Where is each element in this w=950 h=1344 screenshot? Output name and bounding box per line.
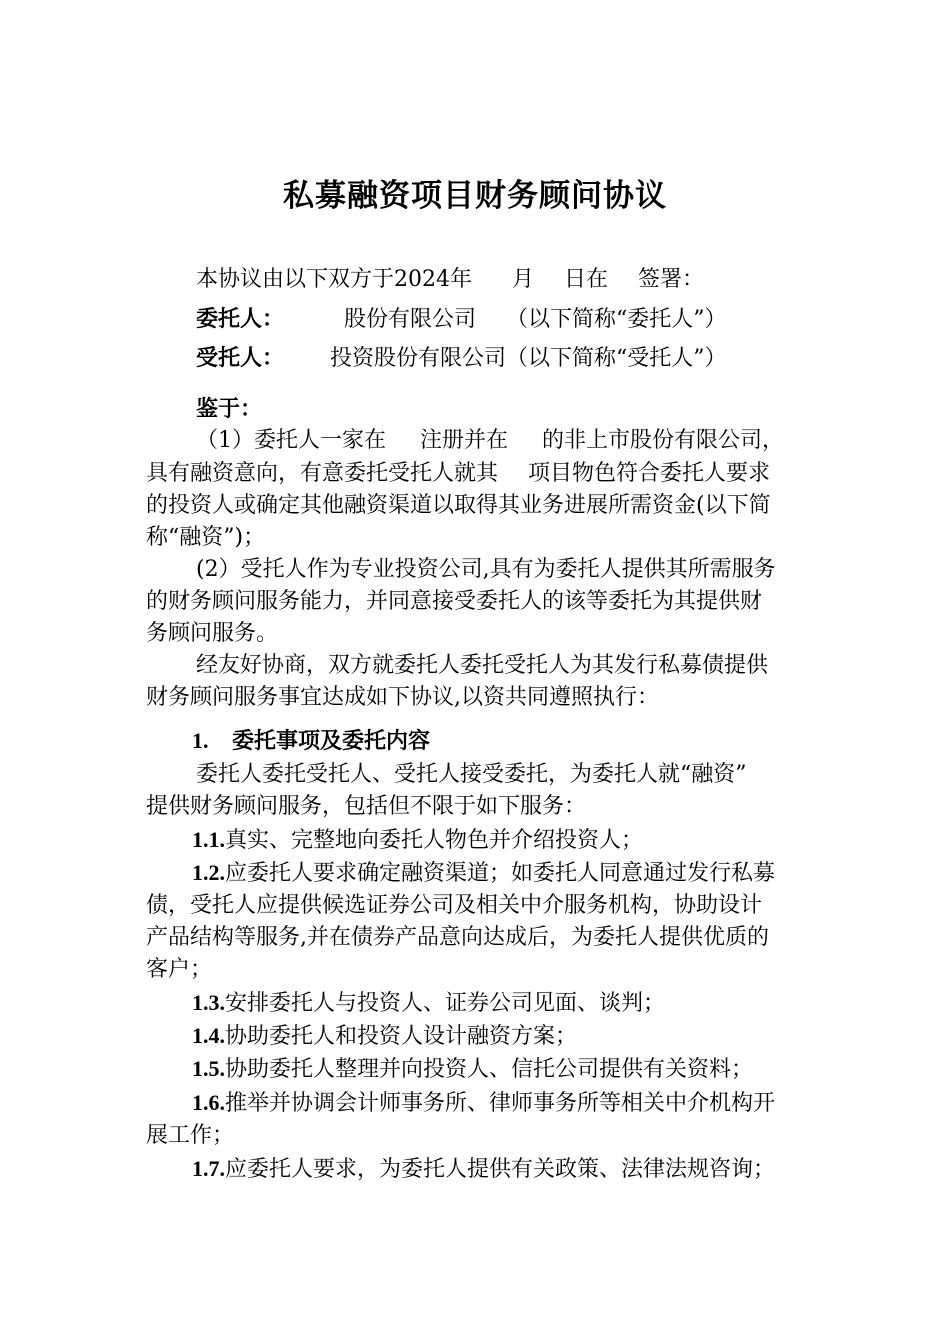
- s1-intro-line2: 提供财务顾问服务，包括但不限于如下服务：: [146, 794, 587, 819]
- clause1-text-a: （1）委托人一家在: [196, 428, 386, 453]
- item-1-3-text: 安排委托人与投资人、证券公司见面、谈判；: [225, 991, 666, 1016]
- item-1-7-text: 应委托人要求，为委托人提供有关政策、法律法规咨询；: [225, 1157, 776, 1182]
- section1-heading: [192, 725, 430, 757]
- clause2-line3: 务顾问服务。: [146, 621, 279, 646]
- clause1-line4: 称“融资”)；: [146, 525, 266, 550]
- item-1-3: [192, 987, 665, 1020]
- item-1-2-line3: 产品结构等服务,并在债券产品意向达成后，为委托人提供优质的: [146, 925, 769, 950]
- item-1-6: [192, 1087, 775, 1120]
- clause1-line2: [146, 458, 770, 490]
- agree-line2: 财务顾问服务事宜达成如下协议,以资共同遵照执行：: [146, 685, 659, 710]
- item-1-6-number: 1.6.: [192, 1090, 225, 1115]
- clause1-line3: 的投资人或确定其他融资渠道以取得其业务进展所需资金(以下简: [146, 493, 771, 518]
- clause1-line1: [196, 425, 784, 457]
- clause1-text-d: 具有融资意向，有意委托受托人就其: [146, 461, 499, 486]
- item-1-1-text: 真实、完整地向委托人物色并介绍投资人；: [225, 828, 644, 853]
- item-1-1-number: 1.1.: [192, 827, 225, 852]
- item-1-4: [192, 1020, 577, 1053]
- principal-note: （以下简称“委托人”）: [506, 307, 727, 332]
- clause1-text-c: 的非上市股份有限公司，: [542, 428, 785, 453]
- item-1-3-number: 1.3.: [192, 990, 225, 1015]
- whereas-heading: 鉴于：: [196, 396, 263, 422]
- item-1-6-text: 推举并协调会计师事务所、律师事务所等相关中介机构开: [225, 1091, 776, 1116]
- intro-line: [196, 264, 704, 296]
- item-1-2: [192, 857, 775, 890]
- item-1-7-number: 1.7.: [192, 1156, 225, 1181]
- intro-text-b: 月: [512, 267, 535, 292]
- agent-name: 投资股份有限公司（以下简称“受托人”）: [330, 346, 727, 371]
- item-1-1: [192, 824, 643, 857]
- s1-intro-line1: 委托人委托受托人、受托人接受委托，为委托人就“融资”: [196, 762, 747, 787]
- item-1-2-line2: 债，受托人应提供候选证券公司及相关中介服务机构，协助设计: [146, 893, 763, 918]
- item-1-4-number: 1.4.: [192, 1023, 225, 1048]
- clause1-text-e: 项目物色符合委托人要求: [528, 461, 771, 486]
- item-1-6-line2: 展工作；: [146, 1123, 235, 1148]
- principal-label: 委托人：: [196, 306, 285, 332]
- item-1-5: [192, 1053, 753, 1086]
- principal-line: [196, 303, 727, 336]
- item-1-2-text: 应委托人要求确定融资渠道；如委托人同意通过发行私募: [225, 861, 776, 886]
- item-1-7: [192, 1153, 775, 1186]
- item-1-4-text: 协助委托人和投资人设计融资方案；: [225, 1024, 578, 1049]
- principal-name: 股份有限公司: [344, 307, 477, 332]
- item-1-2-number: 1.2.: [192, 860, 225, 885]
- intro-text-a: 本协议由以下双方于2024年: [196, 267, 472, 292]
- item-1-5-number: 1.5.: [192, 1056, 225, 1081]
- agree-line1: 经友好协商，双方就委托人委托受托人为其发行私募债提供: [196, 653, 769, 678]
- intro-text-d: 签署：: [638, 267, 705, 292]
- clause2-line1: (2）受托人作为专业投资公司,具有为委托人提供其所需服务: [196, 557, 776, 582]
- agent-label: 受托人：: [196, 345, 285, 371]
- agent-line: [196, 342, 727, 375]
- clause1-text-b: 注册并在: [420, 428, 509, 453]
- document-title: 私募融资项目财务顾问协议: [283, 178, 667, 214]
- clause2-line2: 的财务顾问服务能力，并同意接受委托人的该等委托为其提供财: [146, 589, 763, 614]
- item-1-2-line4: 客户；: [146, 957, 213, 982]
- section1-number: 1.: [192, 728, 209, 753]
- intro-text-c: 日在: [564, 267, 609, 292]
- item-1-5-text: 协助委托人整理并向投资人、信托公司提供有关资料；: [225, 1057, 754, 1082]
- section1-title: 委托事项及委托内容: [232, 728, 431, 754]
